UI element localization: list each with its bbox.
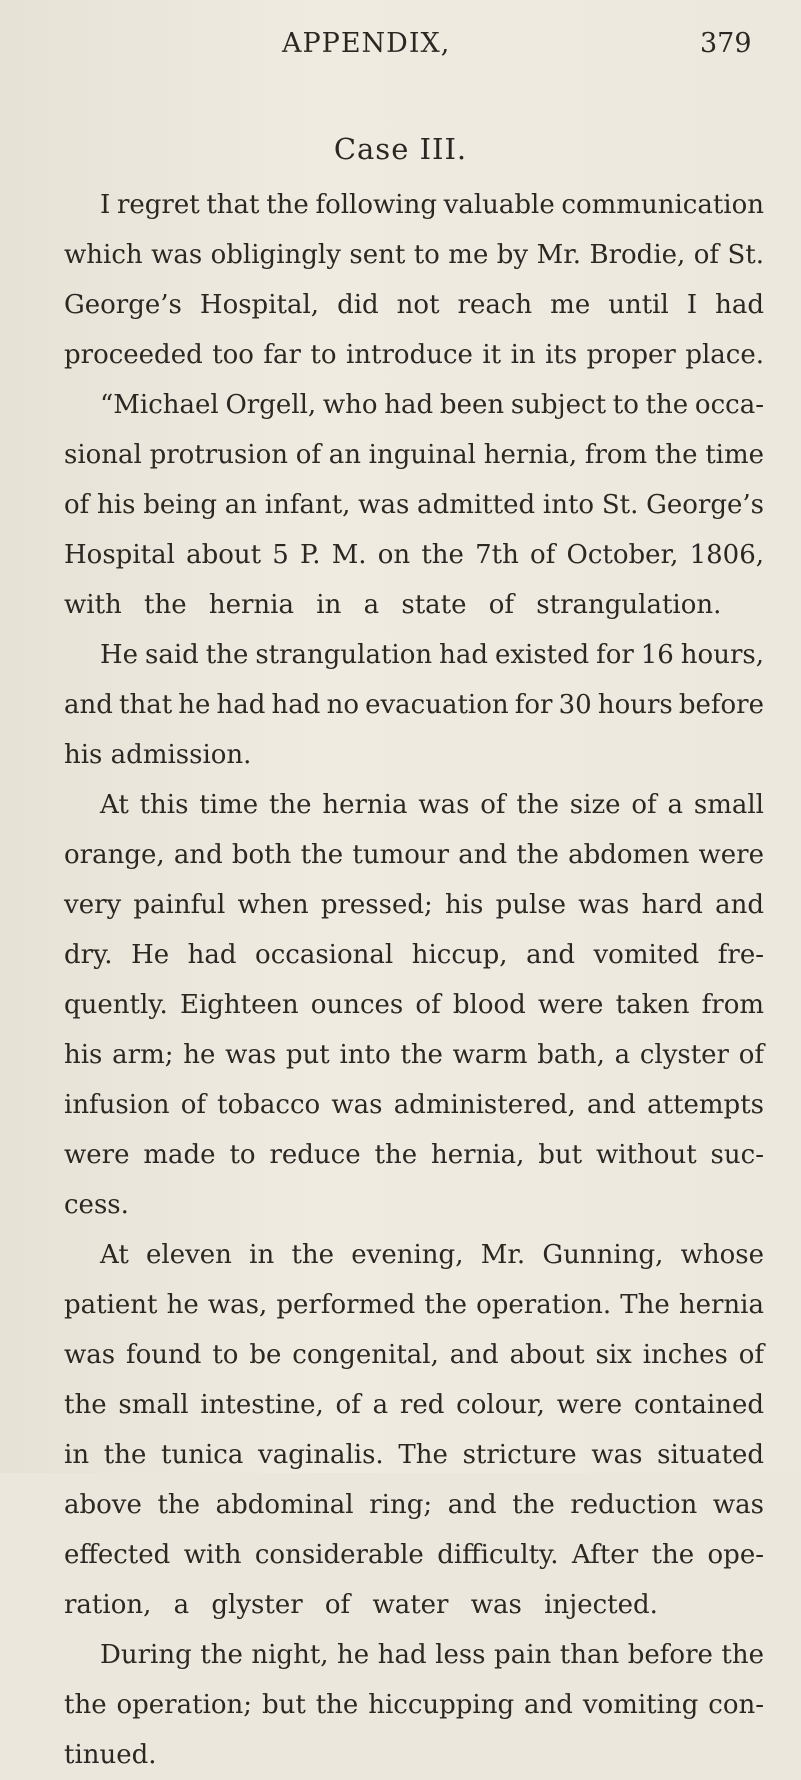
text-line: dry. He had occasional hiccup, and vomited fre- <box>64 940 764 970</box>
text-line: with the hernia in a state of strangulation. <box>64 590 722 620</box>
text-line: proceeded too far to introduce it in its proper place. <box>64 340 764 370</box>
text-line: ration, a glyster of water was injected. <box>64 1590 658 1620</box>
text-line: were made to reduce the hernia, but without suc- <box>64 1140 764 1170</box>
text-line: “Michael Orgell, who had been subject to the occa- <box>100 390 764 420</box>
text-line: was found to be congenital, and about six inches of <box>64 1340 764 1370</box>
text-line: and that he had had no evacuation for 30 hours before <box>64 690 764 720</box>
text-line: the operation; but the hiccupping and vomiting con- <box>64 1690 764 1720</box>
text-line: very painful when pressed; his pulse was hard and <box>64 890 764 920</box>
text-line: At this time the hernia was of the size of a small <box>100 790 764 820</box>
text-line: At eleven in the evening, Mr. Gunning, whose <box>100 1240 764 1270</box>
text-line: George’s Hospital, did not reach me until I had <box>64 290 764 320</box>
text-line: above the abdominal ring; and the reduction was <box>64 1490 764 1520</box>
running-head: APPENDIX, <box>282 28 451 59</box>
text-line: of his being an infant, was admitted into St. George’s <box>64 490 764 520</box>
page-number: 379 <box>700 28 752 59</box>
text-line: in the tunica vaginalis. The stricture was situated <box>64 1440 764 1470</box>
text-line: his arm; he was put into the warm bath, a clyster of <box>64 1040 764 1070</box>
text-line: orange, and both the tumour and the abdomen were <box>64 840 764 870</box>
text-line: He said the strangulation had existed for 16 hours, <box>100 640 764 670</box>
text-line: During the night, he had less pain than before the <box>100 1640 764 1670</box>
page-header <box>0 28 801 68</box>
text-line: quently. Eighteen ounces of blood were taken from <box>64 990 764 1020</box>
text-line: cess. <box>64 1190 129 1220</box>
text-line: tinued. <box>64 1740 157 1770</box>
text-line: his admission. <box>64 740 252 770</box>
text-line: effected with considerable difficulty. After the ope- <box>64 1540 764 1570</box>
body-text <box>64 180 764 1780</box>
text-line: infusion of tobacco was administered, and attempts <box>64 1090 764 1120</box>
text-line: I regret that the following valuable communication <box>100 190 764 220</box>
text-line: which was obligingly sent to me by Mr. Brodie, of St. <box>64 240 764 270</box>
text-line: the small intestine, of a red colour, were contained <box>64 1390 764 1420</box>
text-line: sional protrusion of an inguinal hernia, from the time <box>64 440 764 470</box>
text-line: Hospital about 5 P. M. on the 7th of October, 1806, <box>64 540 764 570</box>
text-line: patient he was, performed the operation. The hernia <box>64 1290 764 1320</box>
case-heading: Case III. <box>333 132 468 166</box>
